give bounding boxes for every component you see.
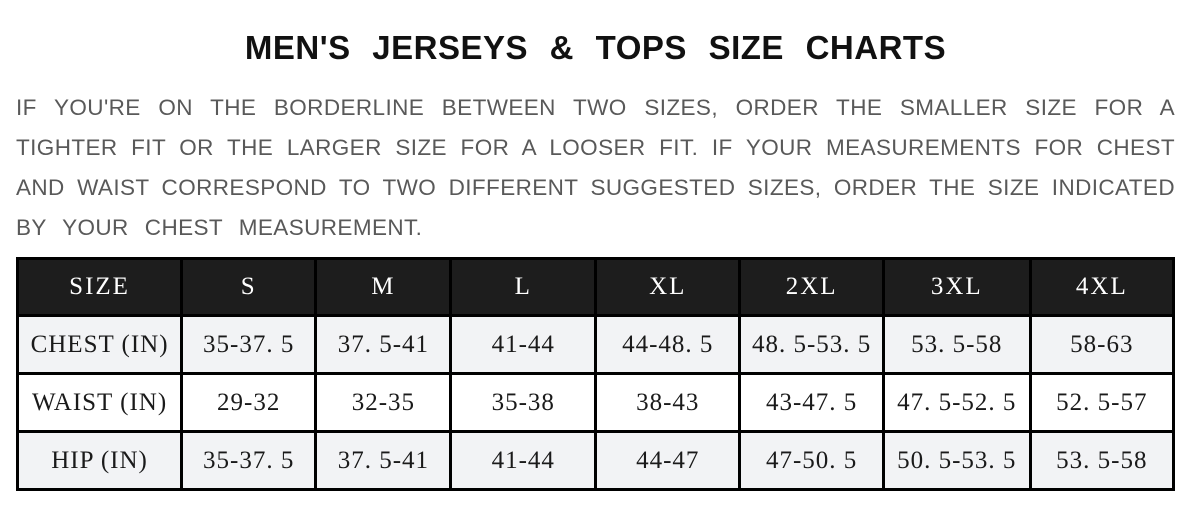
chest-cell-s: 35-37. 5	[182, 316, 316, 374]
column-header-2xl: 2XL	[740, 259, 883, 316]
waist-cell-2xl: 43-47. 5	[740, 374, 883, 432]
waist-cell-3xl: 47. 5-52. 5	[883, 374, 1030, 432]
hip-cell-s: 35-37. 5	[182, 432, 316, 490]
table-header-row	[18, 259, 1174, 316]
row-label-waist: WAIST (IN)	[18, 374, 182, 432]
column-header-4xl: 4XL	[1030, 259, 1173, 316]
column-header-size: SIZE	[18, 259, 182, 316]
size-chart-table	[16, 257, 1175, 491]
waist-cell-4xl: 52. 5-57	[1030, 374, 1173, 432]
chest-cell-l: 41-44	[451, 316, 596, 374]
size-chart-page	[0, 28, 1191, 510]
hip-cell-l: 41-44	[451, 432, 596, 490]
intro-line-4: BY YOUR CHEST MEASUREMENT.	[16, 215, 423, 240]
chest-cell-4xl: 58-63	[1030, 316, 1173, 374]
column-header-3xl: 3XL	[883, 259, 1030, 316]
table-row-hip	[18, 432, 1174, 490]
hip-cell-xl: 44-47	[595, 432, 740, 490]
row-label-chest: CHEST (IN)	[18, 316, 182, 374]
hip-cell-m: 37. 5-41	[316, 432, 451, 490]
table-row-chest	[18, 316, 1174, 374]
hip-cell-4xl: 53. 5-58	[1030, 432, 1173, 490]
hip-cell-3xl: 50. 5-53. 5	[883, 432, 1030, 490]
waist-cell-l: 35-38	[451, 374, 596, 432]
chest-cell-xl: 44-48. 5	[595, 316, 740, 374]
row-label-hip: HIP (IN)	[18, 432, 182, 490]
intro-line-3: AND WAIST CORRESPOND TO TWO DIFFERENT SUGGESTED SIZES, ORDER THE SIZE INDICATED	[16, 175, 1175, 200]
intro-paragraph	[16, 88, 1175, 248]
column-header-l: L	[451, 259, 596, 316]
chest-cell-m: 37. 5-41	[316, 316, 451, 374]
intro-line-1: IF YOU'RE ON THE BORDERLINE BETWEEN TWO SIZES, ORDER THE SMALLER SIZE FOR A	[16, 95, 1175, 120]
column-header-s: S	[182, 259, 316, 316]
intro-line-2: TIGHTER FIT OR THE LARGER SIZE FOR A LOOSER FIT. IF YOUR MEASUREMENTS FOR CHEST	[16, 135, 1175, 160]
column-header-m: M	[316, 259, 451, 316]
waist-cell-xl: 38-43	[595, 374, 740, 432]
waist-cell-m: 32-35	[316, 374, 451, 432]
chest-cell-2xl: 48. 5-53. 5	[740, 316, 883, 374]
waist-cell-s: 29-32	[182, 374, 316, 432]
chest-cell-3xl: 53. 5-58	[883, 316, 1030, 374]
column-header-xl: XL	[595, 259, 740, 316]
page-title: MEN'S JERSEYS & TOPS SIZE CHARTS	[244, 29, 947, 66]
hip-cell-2xl: 47-50. 5	[740, 432, 883, 490]
table-row-waist	[18, 374, 1174, 432]
